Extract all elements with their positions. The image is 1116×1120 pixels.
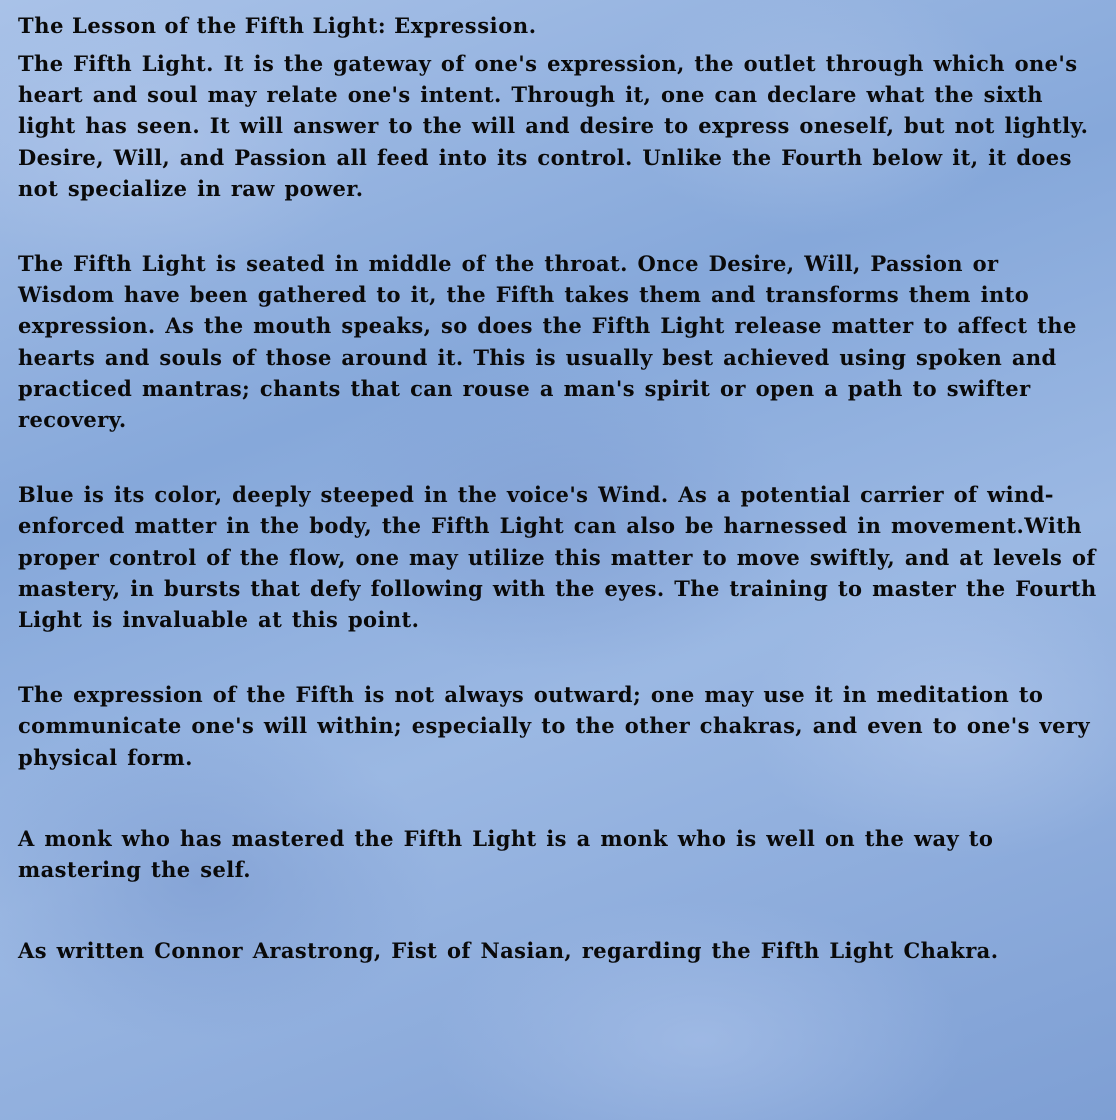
paragraph-mastery: A monk who has mastered the Fifth Light is a monk who is well on the way to mastering the self. bbox=[18, 825, 994, 883]
paragraph-spacer bbox=[18, 885, 1103, 935]
document-page bbox=[18, 10, 1103, 966]
paragraph-throat-seat: The Fifth Light is seated in middle of the throat. Once Desire, Will, Passion or Wisdom have been gathered to it, the Fifth takes them and transforms them into expression. As the mouth speaks, so does the Fifth Light release matter to affect the hearts and souls of those around it. This is usually best achieved using spoken and practiced mantras; chants that can rouse a man's spirit or open a path to swifter recovery. bbox=[18, 251, 1077, 433]
paragraph-spacer bbox=[18, 773, 1103, 823]
paragraph-blue-color: Blue is its color, deeply steeped in the voice's Wind. As a potential carrier of wind-enforced matter in the body, the Fifth Light can also be harnessed in movement.With proper control of the flow, one may utilize this matter to move swiftly, and at levels of mastery, in bursts that defy following with the eyes. The training to master the Fourth Light is invaluable at this point. bbox=[18, 482, 1097, 633]
paragraph-spacer bbox=[18, 204, 1103, 248]
lesson-title: The Lesson of the Fifth Light: Expression. bbox=[18, 13, 537, 38]
paragraph-attribution: As written Connor Arastrong, Fist of Nasian, regarding the Fifth Light Chakra. bbox=[18, 938, 999, 964]
paragraph-fifth-light-intro: The Fifth Light. It is the gateway of one's expression, the outlet through which one's heart and soul may relate one's intent. Through it, one can declare what the sixth light has seen. It will answer to the will and desire to express oneself, but not lightly. Desire, Will, and Passion all feed into its control. Unlike the Fourth below it, it does not specialize in raw power. bbox=[18, 51, 1089, 201]
paragraph-spacer bbox=[18, 635, 1103, 679]
paragraph-inward-expression: The expression of the Fifth is not always outward; one may use it in meditation to communicate one's will within; especially to the other chakras, and even to one's very physical form. bbox=[18, 682, 1090, 770]
paragraph-spacer bbox=[18, 435, 1103, 479]
